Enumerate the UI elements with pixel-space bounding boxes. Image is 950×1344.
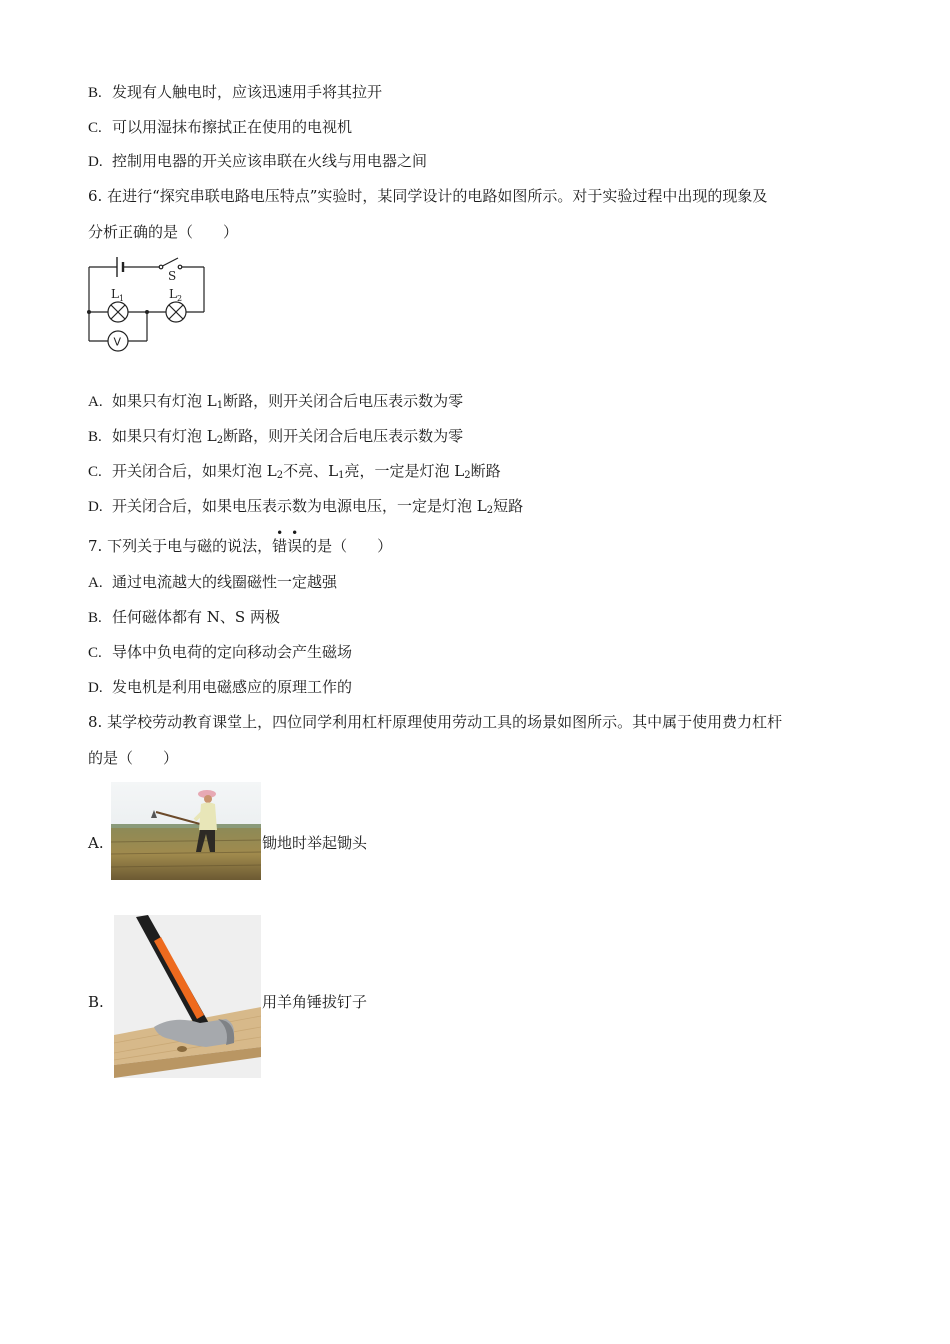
q7-option-c: [88, 642, 352, 663]
option-letter: C.: [88, 464, 102, 480]
q7-stem: 7. 下列关于电与磁的说法， • 错 • 误的是（ ）: [88, 526, 393, 555]
option-letter: D.: [88, 499, 103, 515]
circuit-diagram: [84, 252, 210, 356]
voltmeter-label: V: [113, 335, 122, 349]
emphasis-mark: • 错: [272, 526, 288, 555]
q6-option-c: C. 开关闭合后，如果灯泡 $L_2$不亮、$L_1$亮，一定是灯泡 $L_2$断路: [88, 462, 501, 481]
option-letter: A.: [88, 394, 103, 410]
lamp2-label: $L_2$: [169, 287, 183, 303]
q6-option-b: B. 如果只有灯泡 $L_2$断路，则开关闭合后电压表示数为零: [88, 427, 464, 446]
option-letter: D.: [88, 154, 103, 170]
emphasis-mark: • 误: [287, 526, 303, 555]
option-letter: C.: [88, 120, 102, 136]
switch-label: S: [168, 269, 177, 283]
option-letter: D.: [88, 680, 103, 696]
option-letter: C.: [88, 645, 102, 661]
lamp1-label: $L_1$: [111, 287, 125, 303]
q8-stem-line1: 8. 某学校劳动教育课堂上，四位同学利用杠杆原理使用劳动工具的场景如图所示。其中属于使用费力杠杆: [88, 713, 783, 731]
option-text: 发现有人触电时，应该迅速用手将其拉开: [112, 83, 383, 101]
q6-stem-line2: 分析正确的是（ ）: [88, 223, 239, 241]
option-letter: A.: [88, 575, 103, 591]
option-text: 任何磁体都有 N、S 两极: [112, 608, 280, 626]
q5-option-d: [88, 151, 427, 172]
q7-option-d: [88, 677, 352, 698]
q6-option-d: D. 开关闭合后，如果电压表示数为电源电压，一定是灯泡 $L_2$短路: [88, 497, 524, 516]
q6-stem-line1: 6. 在进行“探究串联电路电压特点”实验时，某同学设计的电路如图所示。对于实验过程中出现的现象及: [88, 187, 768, 205]
option-text: 控制用电器的开关应该串联在火线与用电器之间: [112, 152, 428, 170]
q8-option-a-text: 锄地时举起锄头: [262, 834, 368, 852]
option-text: 发电机是利用电磁感应的原理工作的: [112, 678, 353, 696]
hoeing-photo: [111, 782, 261, 880]
option-letter: B.: [88, 610, 102, 626]
option-text: 通过电流越大的线圈磁性一定越强: [112, 573, 338, 591]
option-letter: B.: [88, 85, 102, 101]
q8-option-b-text: 用羊角锤拔钉子: [262, 993, 368, 1011]
option-text: 导体中负电荷的定向移动会产生磁场: [112, 643, 353, 661]
q7-option-a: [88, 572, 337, 593]
q8-option-a-letter: A.: [88, 834, 104, 852]
option-text: 可以用湿抹布擦拭正在使用的电视机: [112, 118, 353, 136]
q5-option-c: [88, 117, 352, 138]
q8-stem-line2: 的是（ ）: [88, 749, 179, 767]
hammer-photo: [114, 915, 261, 1078]
q6-option-a: A. 如果只有灯泡 $L_1$断路，则开关闭合后电压表示数为零: [88, 392, 464, 411]
option-letter: B.: [88, 429, 102, 445]
q5-option-b: [88, 82, 382, 103]
q7-option-b: [88, 607, 280, 628]
q8-option-b-letter: B.: [88, 993, 104, 1011]
